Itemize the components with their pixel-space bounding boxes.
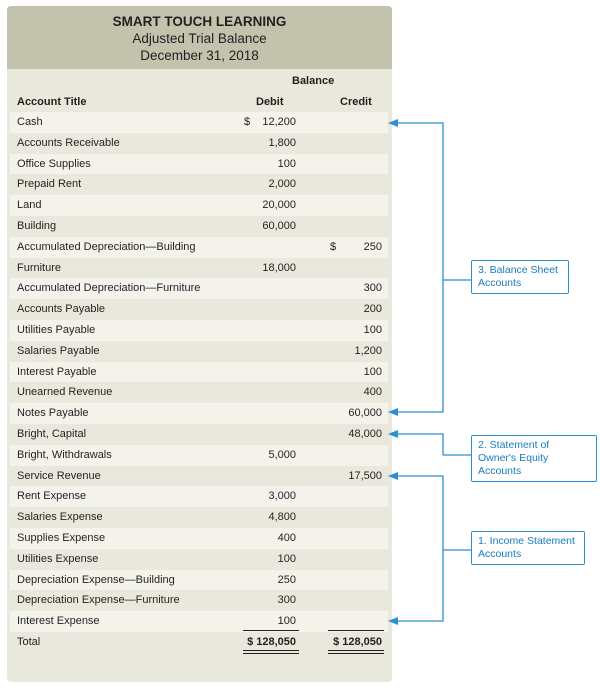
debit-amount: 12,200 [262,116,296,128]
account-name: Bright, Withdrawals [17,448,112,461]
account-name: Service Revenue [17,469,101,482]
account-name: Accounts Receivable [17,136,120,149]
debit-amount: 18,000 [262,261,296,274]
account-name: Utilities Expense [17,552,99,565]
debit-amount: 20,000 [262,199,296,212]
credit-amount: 100 [363,323,382,336]
debit-total: $ 128,050 [247,635,296,648]
balance-sheet-bracket [397,123,443,412]
account-name: Rent Expense [17,490,87,503]
account-name: Accounts Payable [17,303,106,316]
debit-amount: 1,800 [268,136,296,149]
owners-equity-bracket [397,434,443,455]
account-name: Bright, Capital [17,427,87,440]
account-name: Salaries Expense [17,511,103,524]
debit-dollar-sign: $ [244,116,251,128]
credit-amount: 400 [363,386,382,399]
account-name: Accumulated Depreciation—Building [17,240,196,253]
credit-amount: 250 [363,240,382,253]
debit-amount: 2,000 [268,178,296,191]
debit-amount: 300 [277,594,296,607]
debit-amount: 5,000 [268,448,296,461]
arrow-interest-expense [388,617,398,625]
debit-amount: 400 [277,531,296,544]
total-label: Total [17,635,41,648]
debit-amount: 4,800 [268,511,296,524]
account-name: Furniture [17,261,62,274]
credit-amount: 200 [363,303,382,316]
income-statement-bracket [397,476,443,621]
debit-amount: 3,000 [268,490,296,503]
account-name: Utilities Payable [17,323,96,336]
debit-amount: 100 [277,157,296,170]
debit-amount: 100 [277,552,296,565]
debit-header: Debit [256,96,284,108]
account-name: Interest Expense [17,615,100,628]
account-name: Cash [17,116,43,128]
account-name: Depreciation Expense—Furniture [17,594,180,607]
credit-amount: 60,000 [348,407,382,420]
debit-amount: 60,000 [262,219,296,232]
owners-equity-callout: 2. Statement of Owner's Equity Accounts [471,435,597,482]
credit-total: $ 128,050 [333,635,382,648]
account-name: Supplies Expense [17,531,106,544]
credit-dollar-sign: $ [330,240,337,253]
account-title-header: Account Title [17,96,87,108]
credit-amount: 100 [363,365,382,378]
arrow-capital [388,430,398,438]
arrow-notes-payable [388,408,398,416]
balance-sheet-callout: 3. Balance Sheet Accounts [471,260,569,294]
credit-amount: 17,500 [348,469,382,482]
account-name: Depreciation Expense—Building [17,573,175,586]
account-name: Salaries Payable [17,344,100,357]
credit-amount: 48,000 [348,427,382,440]
company-name: SMART TOUCH LEARNING [112,14,287,29]
account-name: Interest Payable [17,365,97,378]
credit-amount: 1,200 [354,344,382,357]
debit-amount: 100 [277,615,296,628]
arrow-service-revenue [388,472,398,480]
account-name: Notes Payable [17,407,89,420]
report-date: December 31, 2018 [140,48,259,63]
report-title: Adjusted Trial Balance [132,31,267,46]
account-name: Building [17,219,57,232]
account-name: Land [17,199,42,212]
arrow-cash [388,119,398,127]
credit-amount: 300 [363,282,382,295]
credit-header: Credit [340,96,372,108]
account-name: Accumulated Depreciation—Furniture [17,282,201,295]
debit-amount: 250 [277,573,296,586]
account-name: Unearned Revenue [17,386,113,399]
income-statement-callout: 1. Income Statement Accounts [471,531,585,565]
account-name: Prepaid Rent [17,178,82,191]
balance-group-header: Balance [292,75,335,87]
account-name: Office Supplies [17,157,91,170]
